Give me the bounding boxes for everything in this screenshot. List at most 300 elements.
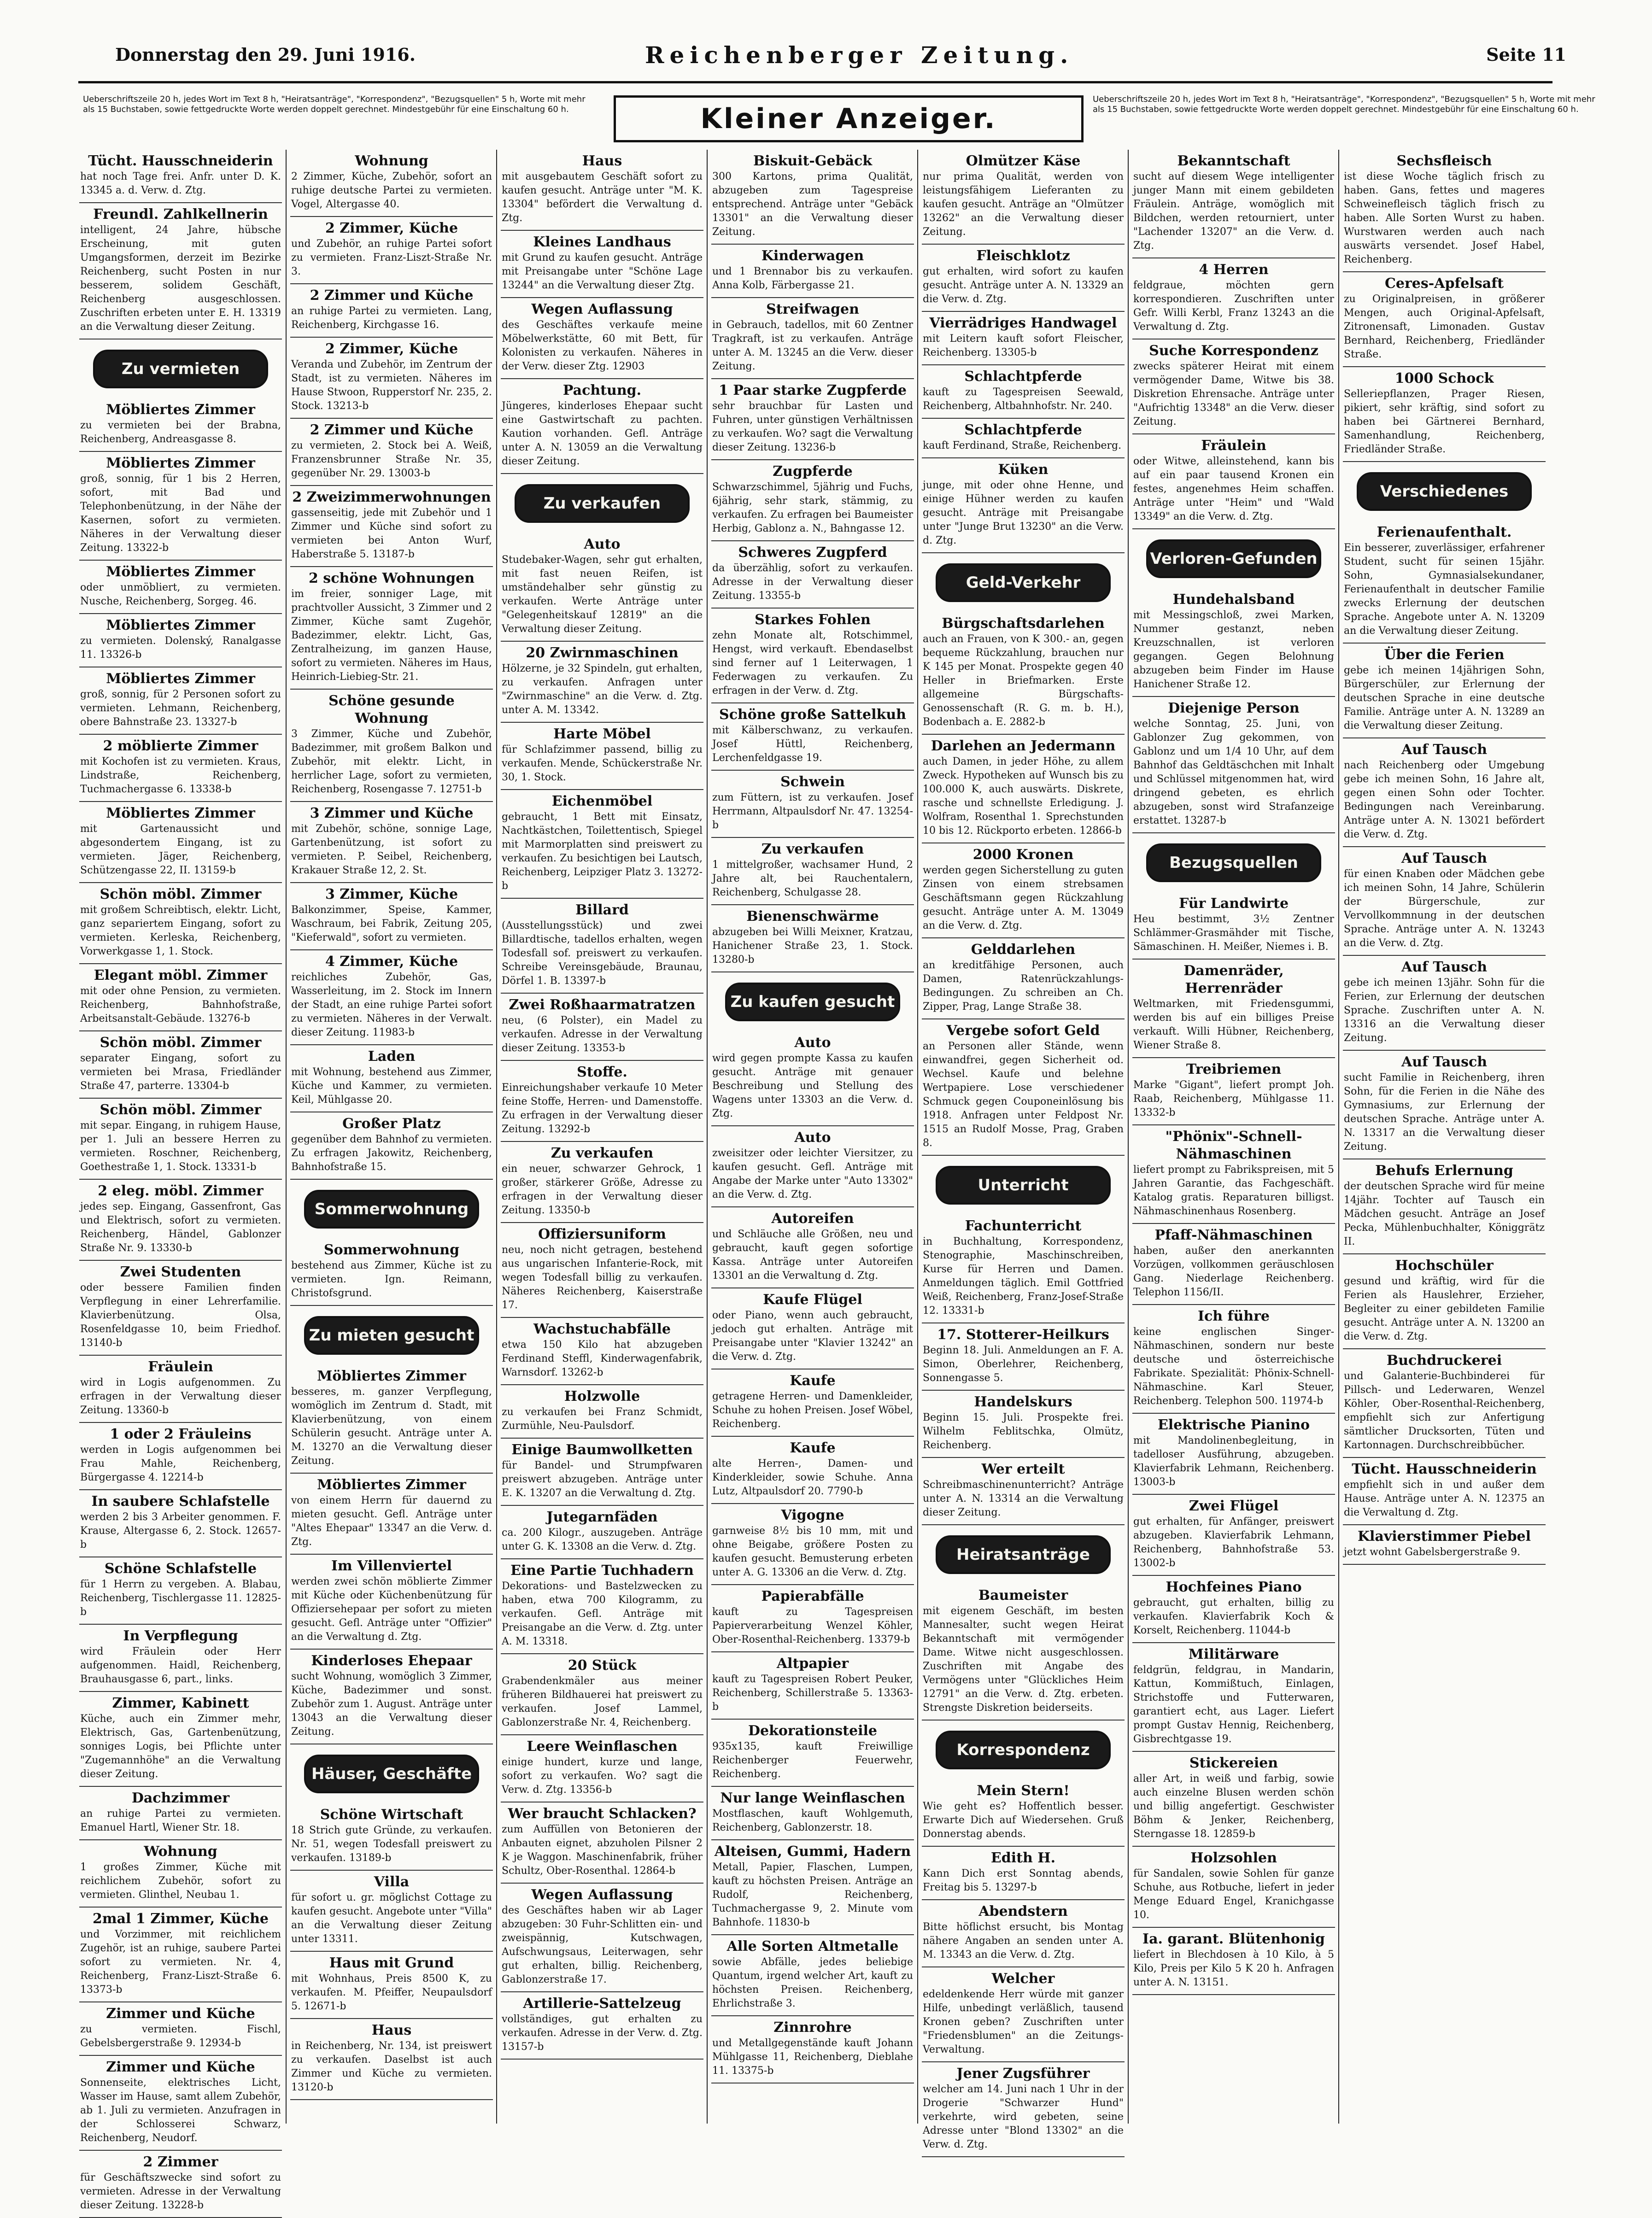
ad-column (1343, 150, 1546, 2124)
ad-text: zehn Monate alt, Rotschimmel, Hengst, wird verkauft. Ebendaselbst sind ferner auf 1 Leiterwagen, 1 Federwagen zu verkaufen. Zu erfragen in der Verw. d. Ztg. (712, 630, 913, 696)
classified-ad (290, 802, 493, 883)
ad-heading: Wohnung (144, 1843, 217, 1860)
ad-text: Studebaker-Wagen, sehr gut erhalten, mit fast neuen Reifen, ist umständehalber sehr günstig zu verkaufen. Werte Anträge unter "Gelegenheitskauf 12819" an die Verwaltung dieser Zeitung. (502, 554, 703, 635)
ad-text: für sofort u. gr. möglichst Cottage zu kaufen gesucht. Angebote unter "Villa" an die Verwaltung dieser Zeitung unter 13311. (291, 1892, 492, 1945)
classified-ad (79, 203, 282, 339)
newspaper-name: Reichenberger Zeitung. (645, 41, 1074, 69)
classified-ad (711, 771, 914, 838)
column-divider (1338, 150, 1339, 2124)
classified-ad (290, 1239, 493, 1306)
ad-text: sehr brauchbar für Lasten und Fuhren, unter günstigen Verhältnissen zu verkaufen. Wo? sagt die Verwaltung dieser Zeitung. 13236-b (712, 400, 913, 453)
ad-text: Grabendenkmäler aus meiner früheren Bildhauerei hat preiswert zu verkaufen. Josef Lammel, Gablonzerstraße Nr. 4, Reichenberg. (502, 1675, 703, 1728)
ad-heading: 2 Zimmer und Küche (310, 287, 474, 304)
ad-text: da überzählig, sofort zu verkaufen. Adresse in der Verwaltung dieser Zeitung. 13355-b (712, 562, 913, 602)
classified-ad (1132, 1305, 1335, 1414)
classified-ad (1343, 1159, 1546, 1254)
classified-ad (79, 150, 282, 203)
classified-ad (1132, 339, 1335, 434)
ad-heading: 2 schöne Wohnungen (308, 570, 475, 586)
ad-heading: Bekanntschaft (1177, 153, 1290, 169)
running-header (115, 41, 1566, 72)
ad-text: alte Herren-, Damen- und Kinderkleider, sowie Schuhe. Anna Lutz, Altpaulsdorf 20. 7790-b (712, 1458, 913, 1497)
ad-text: wird Fräulein oder Herr aufgenommen. Haidl, Reichenberg, Brauhausgasse 6, part., links. (80, 1646, 281, 1685)
classified-ad (711, 703, 914, 771)
classified-ad (1132, 150, 1335, 258)
ad-heading: 4 Zimmer, Küche (325, 954, 458, 970)
ad-text: gebe ich meinen 14jährigen Sohn, Bürgerschüler, zur Erlernung der deutschen Sprache in eine deutsche Familie. Anträge unter A. N. 13289 an die Verwaltung dieser Zeitung. (1344, 665, 1545, 732)
classified-ad (711, 1126, 914, 1207)
ad-text: mit ausgebautem Geschäft sofort zu kaufen gesucht. Anträge unter "M. K. 13304" befördert die Verwaltung d. Ztg. (502, 171, 703, 224)
ad-heading: Schöne Schlafstelle (104, 1561, 257, 1577)
classifieds-banner (79, 94, 1595, 143)
classified-ad (501, 1654, 703, 1735)
ad-text: werden 2 bis 3 Arbeiter genommen. F. Krause, Altergasse 6, 2. Stock. 12657-b (80, 1511, 281, 1551)
ad-text: Mostflaschen, kauft Wohlgemuth, Reichenberg, Gablonzerstr. 18. (712, 1808, 913, 1833)
classified-ad (290, 150, 493, 217)
ad-text: kauft zu Tagespreisen Papierverarbeitung Wenzel Köhler, Ober-Rosenthal-Reichenberg. 13379-b (712, 1606, 913, 1645)
classified-ad (1343, 847, 1546, 956)
ad-heading: Hundehalsband (1172, 591, 1295, 608)
classified-ad (501, 642, 703, 723)
ad-heading: Auf Tausch (1401, 959, 1488, 975)
ad-text: reichliches Zubehör, Gas, Wasserleitung, im 2. Stock im Innern der Stadt, an eine ruhige Partei sofort zu vermieten. Näheres in der Verwalt. dieser Zeitung. 11983-b (291, 971, 492, 1038)
ad-heading: Zimmer und Küche (106, 2059, 255, 2075)
classified-ad (290, 338, 493, 419)
ad-text: ca. 200 Kilogr., auszugeben. Anträge unter G. K. 13308 an die Verw. d. Ztg. (502, 1527, 703, 1552)
ad-heading: Starkes Fohlen (755, 612, 871, 628)
ad-text: Ein besserer, zuverlässiger, erfahrener Student, sucht für seinen 15jähr. Sohn, Gymnasialsekundaner, Ferienaufenthalt in deutscher Familie zwecks Erlernung der deutschen Sprache. Angebote unter A. N. 13209 an die Verwaltung dieser Zeitung. (1344, 542, 1545, 637)
ad-heading: Ceres-Apfelsaft (1385, 275, 1504, 292)
classified-ad (79, 735, 282, 802)
ad-text: getragene Herren- und Damenkleider, Schuhe zu hohen Preisen. Josef Wöbel, Reichenberg. (712, 1391, 913, 1430)
ad-heading: Harte Möbel (553, 726, 651, 742)
classified-ad (501, 533, 703, 642)
ad-heading: Möbliertes Zimmer (106, 805, 255, 821)
classified-ad (290, 1871, 493, 1952)
classified-ad (290, 883, 493, 950)
ad-text: gassenseitig, jede mit Zubehör und 1 Zimmer und Küche sind sofort zu vermieten bei Anton Wurf, Haberstraße 5. 13187-b (291, 507, 492, 560)
classified-ad (1132, 1752, 1335, 1847)
ad-text: an ruhige Partei zu vermieten. Emanuel Hartl, Wiener Str. 18. (80, 1808, 281, 1833)
ad-text: werden in Logis aufgenommen bei Frau Mahle, Reichenberg, Bürgergasse 4. 12214-b (80, 1444, 281, 1483)
ad-text: des Geschäftes verkaufe meine Möbelwerkstätte, 60 mit Bett, für Kolonisten zu verkaufen. Näheres in der Verw. dieser Ztg. 12903 (502, 319, 703, 372)
classified-ad (79, 1787, 282, 1840)
classified-ad (922, 843, 1125, 938)
ad-text: sowie Abfälle, jedes beliebige Quantum, irgend welcher Art, kauft zu höchsten Preisen. Reichenberg, Ehrlichstraße 3. (712, 1956, 913, 2009)
classified-ad (711, 905, 914, 972)
classified-ad (922, 2062, 1125, 2157)
classified-ad (1343, 1051, 1546, 1159)
classified-ad (290, 1045, 493, 1112)
classified-ad (711, 460, 914, 541)
ad-text: 1 großes Zimmer, Küche mit reichlichem Zubehör, sofort zu vermieten. Glinthel, Neubau 1. (80, 1861, 281, 1901)
ad-heading: Zimmer und Küche (106, 2006, 255, 2022)
ad-heading: Auto (584, 536, 621, 552)
ad-heading: 2 möblierte Zimmer (103, 738, 258, 754)
ad-column (922, 150, 1125, 2150)
ad-heading: Dachzimmer (131, 1790, 230, 1806)
ad-heading: Fleischklotz (976, 248, 1070, 264)
ad-text: edeldenkende Herr würde mit ganzer Hilfe, unbedingt verläßlich, tausend Kronen geben? Zuschriften unter "Friedensblumen" an die Zeitungs-Verwaltung. (923, 1989, 1124, 2055)
ad-heading: Olmützer Käse (966, 153, 1081, 169)
ad-heading: Stickereien (1189, 1755, 1278, 1771)
ad-text: welcher am 14. Juni nach 1 Uhr in der Drogerie "Schwarzer Hund" verkehrte, wird gebeten, seine Adresse unter "Blond 13302" an die Verw. d. Ztg. (923, 2083, 1124, 2150)
ad-heading: Jutegarnfäden (546, 1509, 658, 1525)
ad-text: im freier, sonniger Lage, mit prachtvoller Aussicht, 3 Zimmer und 2 Zimmer, Küche samt Zugehör, Badezimmer, elektr. Licht, Gas, Zentralheizung, im ganzen Hause, sofort zu vermieten. Näheres im Haus, Heinrich-Liebieg-Str. 21. (291, 588, 492, 683)
ad-heading: Hochfeines Piano (1166, 1579, 1302, 1595)
ad-text: an ruhige Partei zu vermieten. Lang, Reichenberg, Kirchgasse 16. (291, 305, 492, 331)
classified-ad (501, 1142, 703, 1223)
ad-heading: Stoffe. (577, 1064, 627, 1080)
ad-heading: Tücht. Hausschneiderin (88, 153, 273, 169)
classified-ad (1343, 367, 1546, 462)
classified-ad (922, 365, 1125, 419)
ad-heading: 1000 Schock (1394, 370, 1494, 386)
ad-text: nach Reichenberg oder Umgebung gebe ich meinen Sohn, 16 Jahre alt, gegen einen Sohn oder Tochter. Bedingungen nach Vereinbarung. Anträge unter A. N. 13021 befördert die Verw. d. Ztg. (1344, 760, 1545, 840)
classified-ad (501, 150, 703, 231)
ad-heading: 2000 Kronen (972, 847, 1074, 863)
ad-heading: 3 Zimmer und Küche (310, 805, 474, 821)
section-heading: Geld-Verkehr (936, 563, 1111, 602)
ad-text: liefert prompt zu Fabrikspreisen, mit 5 Jahren Garantie, das Fachgeschäft. Katalog gratis. Reparaturen billigst. Nähmaschinenhaus Rosenberg. (1133, 1164, 1334, 1217)
ad-heading: Offiziersuniform (538, 1226, 666, 1242)
ad-column (290, 150, 493, 2124)
classified-ad (1132, 1576, 1335, 1643)
ad-heading: Pfaff-Nähmaschinen (1154, 1227, 1313, 1243)
classified-ad (922, 312, 1125, 365)
section-heading: Bezugsquellen (1146, 843, 1321, 882)
classified-ad (290, 1474, 493, 1555)
ad-text: mit Grund zu kaufen gesucht. Anträge mit Preisangabe unter "Schöne Lage 13244" an die Verwaltung dieser Ztg. (502, 252, 703, 291)
ad-column (79, 150, 282, 2211)
ad-text: zwecks späterer Heirat mit einem vermögender Dame, Witwe bis 38. Diskretion Ehrensache. Anträge unter "Aufrichtig 13348" an die Verw. dieser Zeitung. (1133, 361, 1334, 427)
ad-heading: Klavierstimmer Piebel (1357, 1528, 1531, 1545)
ad-heading: Schön möbl. Zimmer (100, 886, 262, 902)
ad-text: für einen Knaben oder Mädchen gebe ich meinen Sohn, 14 Jahre, Schülerin der Bürgerschule, zur Vervollkommnung in der deutschen Sprache. Anträge unter A. N. 13243 an die Verw. d. Ztg. (1344, 868, 1545, 949)
classified-ad (1132, 892, 1335, 960)
ad-heading: Kaufe (790, 1373, 836, 1389)
classified-ad (1132, 697, 1335, 833)
classified-ad (922, 1019, 1125, 1156)
ad-text: oder unmöbliert, zu vermieten. Nusche, Reichenberg, Sorgeg. 46. (80, 582, 281, 607)
classified-ad (711, 379, 914, 460)
ad-heading: Behufs Erlernung (1375, 1163, 1513, 1179)
ad-heading: Möbliertes Zimmer (317, 1368, 466, 1384)
classified-ad (1343, 1349, 1546, 1458)
classified-ad (290, 419, 493, 486)
ad-heading: Vierrädriges Handwagel (929, 315, 1117, 331)
ad-heading: Villa (374, 1874, 410, 1890)
section-heading: Korrespondenz (936, 1731, 1111, 1769)
classified-ad (1132, 1495, 1335, 1576)
ad-heading: Ia. garant. Blütenhonig (1142, 1931, 1325, 1947)
classified-ad (711, 1840, 914, 1935)
ad-heading: Möbliertes Zimmer (106, 671, 255, 687)
classified-ad (1343, 1525, 1546, 1565)
ad-text: in Reichenberg, Nr. 134, ist preiswert zu verkaufen. Daselbst ist auch Zimmer und Küche zu vermieten. 13120-b (291, 2040, 492, 2093)
ad-heading: 2 Zimmer (143, 2154, 218, 2170)
classified-ad (290, 217, 493, 284)
classified-ad (290, 1803, 493, 1871)
ad-heading: Schöne große Sattelkuh (719, 707, 906, 723)
ad-text: kauft Ferdinand, Straße, Reichenberg. (923, 440, 1122, 451)
classified-ad (711, 1437, 914, 1504)
ad-heading: Damenräder, Herrenräder (1183, 963, 1284, 996)
classified-ad (711, 1935, 914, 2016)
ad-text: mit oder ohne Pension, zu vermieten. Reichenberg, Bahnhofstraße, Arbeitsanstalt-Gebäude. 13276-b (80, 985, 281, 1024)
ad-heading: Schwein (780, 774, 845, 790)
ad-text: an kreditfähige Personen, auch Damen, Ratenrückzahlungs-Bedingungen. Zu schreiben an Ch. Zipper, Prag, Lange Straße 38. (923, 960, 1124, 1012)
ad-text: Jüngeres, kinderloses Ehepaar sucht eine Gastwirtschaft zu pachten. Kaution vorhanden. Gefl. Anträge unter A. N. 13059 an die Verwaltung dieser Zeitung. (502, 400, 703, 467)
ad-heading: 20 Stück (568, 1657, 637, 1674)
ad-text: Weltmarken, mit Friedensgummi, werden bis auf ein billiges Preise verkauft. Willi Hübner, Reichenberg, Wiener Straße 8. (1133, 998, 1334, 1051)
ad-text: und Galanterie-Buchbinderei für Pillsch- und Lederwaren, Wenzel Köhler, Ober-Rosenthal-Reichenberg, empfiehlt sich zur Anfertigung sämtlicher Drucksorten, Tüten und Kartonnagen. Durchschreibbücher. (1344, 1370, 1545, 1451)
classified-ad (1132, 1125, 1335, 1224)
classified-ad (79, 1692, 282, 1787)
ad-heading: Haus (371, 2022, 412, 2038)
classified-ad (290, 1112, 493, 1180)
ad-text: des Geschäftes haben wir ab Lager abzugeben: 30 Fuhr-Schlitten ein- und zweispännig, Kutschwagen, Aufschwungsaus, Leiterwagen, sehr gut erhalten, billig. Reichenberg, Gablonzerstraße 17. (502, 1905, 703, 1985)
ad-text: sucht Wohnung, womöglich 3 Zimmer, Küche, Badezimmer und sonst. Zubehör zum 1. August. Anträge unter 13043 an die Verwaltung dieser Zeitung. (291, 1671, 492, 1738)
ad-text: sucht Familie in Reichenberg, ihren Sohn, für die Ferien in die Nähe des Gymnasiums, zur Erlernung der deutschen Sprache. Anträge unter A. N. 13317 an die Verwaltung dieser Zeitung. (1344, 1072, 1545, 1153)
classified-ad (501, 1802, 703, 1884)
issue-date: Donnerstag den 29. Juni 1916. (115, 44, 416, 65)
ad-text: Küche, auch ein Zimmer mehr, Elektrisch, Gas, Gartenbenützung, sonniges Logis, bei Pflichte unter "Zugemannhöhe" an die Verwaltung dieser Zeitung. (80, 1713, 281, 1780)
ad-heading: Eine Partie Tuchhadern (510, 1563, 694, 1579)
ad-text: 1 mittelgroßer, wachsamer Hund, 2 Jahre alt, bei Rauchentalern, Reichenberg, Schulgasse 28. (712, 859, 913, 898)
ad-heading: Abendstern (978, 1903, 1068, 1920)
classified-ad (501, 1385, 703, 1439)
ad-heading: Nur lange Weinflaschen (720, 1790, 905, 1806)
ad-text: wird in Logis aufgenommen. Zu erfragen in der Verwaltung dieser Zeitung. 13360-b (80, 1377, 281, 1416)
ad-heading: 1 Paar starke Zugpferde (718, 382, 907, 398)
ad-text: besseres, m. ganzer Verpflegung, womöglich im Zentrum d. Stadt, mit Klavierbenützung, von einem Schülerin gesucht. Anträge unter A. M. 13270 an die Verwaltung dieser Zeitung. (291, 1386, 492, 1467)
ad-text: Selleriepflanzen, Prager Riesen, pikiert, sehr kräftig, sind sofort zu haben bei Gärtnerei Bernhard, Samenhandlung, Reichenberg, Friedländer Straße. (1344, 388, 1545, 455)
ad-text: werden gegen Sicherstellung zu guten Zinsen von einem strebsamen Geschäftsmann gegen Rückzahlung gesucht. Anträge unter A. M. 13049 an die Verw. d. Ztg. (923, 865, 1124, 931)
ad-text: gebraucht, 1 Bett mit Einsatz, Nachtkästchen, Toilettentisch, Spiegel mit Marmorplatten sind preiswert zu verkaufen. Zu besichtigen bei Lautsch, Reichenberg, Leipziger Platz 3. 13272-b (502, 811, 703, 892)
ad-heading: Handelskurs (974, 1394, 1072, 1410)
classified-ad (79, 1423, 282, 1490)
ad-heading: Wer braucht Schlacken? (508, 1806, 697, 1822)
ad-text: zu vermieten, 2. Stock bei A. Weiß, Franzensbrunner Straße Nr. 35, gegenüber Nr. 29. 13003-b (291, 440, 492, 479)
classified-ad (922, 1900, 1125, 1967)
ad-text: in Gebrauch, tadellos, mit 60 Zentner Tragkraft, ist zu verkaufen. Anträge unter A. M. 13245 an die Verw. dieser Zeitung. (712, 319, 913, 372)
classified-ad (1132, 588, 1335, 697)
ad-text: mit eigenem Geschäft, im besten Mannesalter, sucht wegen Heirat Bekanntschaft mit vermögender Dame. Witwe nicht ausgeschlossen. Zuschriften mit Angabe des Vermögens unter "Glückliches Heim 12791" an die Verw. d. Ztg. erbeten. Strengste Diskretion beiderseits. (923, 1605, 1124, 1714)
ad-text: Schreibmaschinenunterricht? Anträge unter A. N. 13314 an die Verwaltung dieser Zeitung. (923, 1479, 1124, 1518)
ad-heading: Baumeister (978, 1587, 1068, 1604)
column-divider (1128, 150, 1129, 2124)
ad-text: zweisitzer oder leichter Viersitzer, zu kaufen gesucht. Gefl. Anträge mit Angabe der Marke unter "Auto 13302" an die Verw. d. Ztg. (712, 1147, 913, 1200)
ad-heading: Hochschüler (1395, 1258, 1494, 1274)
classified-ad (79, 1099, 282, 1180)
classified-ad (501, 790, 703, 899)
classified-ad (501, 1884, 703, 1992)
ad-text: werden zwei schön möblierte Zimmer mit Küche oder Küchenbenützung für Offiziersehepaar per sofort zu mieten gesucht. Gefl. Anträge unter "Offizier" an die Verwaltung d. Ztg. (291, 1576, 492, 1643)
classified-ad (922, 938, 1125, 1019)
ad-text: gebraucht, gut erhalten, billig zu verkaufen. Klavierfabrik Koch & Korselt, Reichenberg. 11044-b (1133, 1597, 1334, 1636)
ad-text: gesund und kräftig, wird für die Ferien als Hauslehrer, Erzieher, Begleiter zu einer gebildeten Familie gesucht. Anträge unter A. N. 13200 an die Verw. d. Ztg. (1344, 1276, 1545, 1342)
classified-ad (711, 1369, 914, 1437)
ad-heading: Elektrische Pianino (1157, 1417, 1310, 1433)
ad-text: zu vermieten. Fischl, Gebelsbergerstraße 9. 12934-b (80, 2024, 281, 2049)
ad-heading: Papierabfälle (761, 1588, 864, 1604)
ad-text: garnweise 8½ bis 10 mm, mit und ohne Beigabe, größere Posten zu kaufen gesucht. Bemusterung erbeten unter A. G. 13306 an die Verw. d. Ztg. (712, 1525, 913, 1578)
ad-text: intelligent, 24 Jahre, hübsche Erscheinung, mit guten Umgangsformen, derzeit im Bezirke Reichenberg, sucht Posten in nur besserem, solidem Geschäft, Reichenberg ausgeschlossen. Zuschriften erbeten unter E. H. 13319 an die Verwaltung dieser Zeitung. (80, 224, 281, 333)
ad-heading: Möbliertes Zimmer (317, 1477, 466, 1493)
column-divider (707, 150, 708, 2124)
ad-text: ein neuer, schwarzer Gehrock, 1 großer, stärkerer Größe, Adresse zu erfragen in der Verwaltung dieser Zeitung. 13350-b (502, 1163, 703, 1216)
ad-heading: Möbliertes Zimmer (106, 402, 255, 418)
ad-text: Beginn 18. Juli. Anmeldungen an F. A. Simon, Oberlehrer, Reichenberg, Sonnengasse 5. (923, 1345, 1124, 1384)
classified-ad (1343, 956, 1546, 1051)
ad-heading: 2 Zimmer und Küche (310, 422, 474, 438)
ad-text: haben, außer den anerkannten Vorzügen, vollkommen geräuschlosen Gang. Niederlage Reichenberg. Telephon 1156/II. (1133, 1245, 1334, 1298)
ad-text: zu verkaufen bei Franz Schmidt, Zurmühle, Neu-Paulsdorf. (502, 1406, 703, 1432)
ad-text: mit Messingschloß, zwei Marken, Nummer gestanzt, neben Kreuzschnallen, ist verloren gegangen. Gegen Belohnung abzugeben beim Finder im Hause Hanichener Straße 12. (1133, 609, 1334, 690)
ad-text: (Ausstellungsstück) und zwei Billardtische, tadellos erhalten, wegen Todesfall sof. preiswert zu verkaufen. Schreibe Vereinsgebäude, Braunau, Dörfel 1. B. 13397-b (502, 920, 703, 987)
ad-heading: Darlehen an Jedermann (931, 738, 1116, 754)
page-number: Seite 11 (1486, 44, 1566, 65)
ad-text: ist diese Woche täglich frisch zu haben. Gans, fettes und mageres Schweinefleisch täglich frisch zu haben. Alle Sorten Wurst zu haben. Wurstwaren werden auch nach auswärts versendet. Josef Habel, Reichenberg. (1344, 171, 1545, 265)
classified-ad (501, 1223, 703, 1318)
ad-text: neu, (6 Polster), ein Madel zu verkaufen. Adresse in der Verwaltung dieser Zeitung. 13353-b (502, 1015, 703, 1054)
classified-ad (711, 1504, 914, 1585)
classified-ad (922, 1779, 1125, 1847)
rate-notice-left: Ueberschriftszeile 20 h, jedes Wort im Text 8 h, "Heiratsanträge", "Korrespondenz", "Bezugsquellen" 5 h, Worte mit mehr als 15 Buchstaben, sowie fettgedruckte Worte werden doppelt gerechnet. Mindestgebühr für eine Einschaltung 60 h. (83, 94, 586, 114)
ad-text: Bitte höflichst ersucht, bis Montag nähere Angaben an senden unter A. M. 13343 an die Verw. d. Ztg. (923, 1921, 1124, 1961)
section-heading: Verloren-Gefunden (1146, 539, 1321, 578)
ad-heading: Welcher (991, 1971, 1055, 1987)
classified-ad (1132, 1058, 1335, 1125)
ad-heading: Fachunterricht (965, 1218, 1082, 1234)
classified-ad (711, 1787, 914, 1840)
classified-ad (1343, 521, 1546, 644)
ad-heading: 2 Zimmer, Küche (325, 220, 458, 236)
ad-text: etwa 150 Kilo hat abzugeben Ferdinand Steffl, Kinderwagenfabrik, Warnsdorf. 13262-b (502, 1339, 703, 1378)
ad-heading: Zu verkaufen (761, 841, 864, 857)
ad-heading: Alteisen, Gummi, Hadern (714, 1843, 911, 1860)
ad-heading: Zimmer, Kabinett (112, 1695, 249, 1711)
ad-text: mit Wohnung, bestehend aus Zimmer, Küche und Kammer, zu vermieten. Keil, Mühlgasse 20. (291, 1066, 492, 1106)
classified-ad (501, 723, 703, 790)
classified-ad (79, 667, 282, 735)
classified-ad (922, 458, 1125, 553)
ad-text: mit separ. Eingang, in ruhigem Hause, per 1. Juli an bessere Herren zu vermieten. Roschner, Reichenberg, Goethestraße 1, 1. Stock. 13331-b (80, 1120, 281, 1173)
classified-ad (79, 802, 282, 883)
ad-heading: Ich führe (1198, 1308, 1270, 1324)
classified-ad (922, 1391, 1125, 1458)
classified-ad (501, 231, 703, 298)
header-rule (78, 81, 1552, 83)
ad-text: separater Eingang, sofort zu vermieten bei Mrasa, Friedländer Straße 47, parterre. 13304-b (80, 1053, 281, 1092)
section-heading: Häuser, Geschäfte (304, 1755, 479, 1793)
ad-text: nur prima Qualität, werden von leistungsfähigem Lieferanten zu kaufen gesucht. Anträge an "Olmützer 13262" an die Verwaltung dieser Zeitung. (923, 171, 1124, 238)
ad-text: gut erhalten, für Anfänger, preiswert abzugeben. Klavierfabrik Lehmann, Reichenberg, Bahnhofstraße 53. 13002-b (1133, 1516, 1334, 1569)
ad-text: Balkonzimmer, Speise, Kammer, Waschraum, bei Fabrik, Zeitung 205, "Kieferwald", sofort zu vermieten. (291, 904, 492, 943)
ad-heading: Autoreifen (771, 1211, 854, 1227)
ad-heading: Kinderwagen (761, 248, 864, 264)
ad-text: welche Sonntag, 25. Juni, von Gablonzer Zug gekommen, von Gablonz und um 1/4 10 Uhr, auf dem Bahnhof das Geldtäschchen mit Inhalt und Schlüssel mitgenommen hat, wird dringend gebeten, es ehrlich abzugeben, sonst wird Strafanzeige erstattet. 13287-b (1133, 718, 1334, 826)
classified-ad (1343, 1458, 1546, 1525)
classified-ad (711, 1288, 914, 1369)
ad-heading: Fräulein (148, 1359, 213, 1375)
classified-ad (711, 2016, 914, 2083)
ad-text: keine englischen Singer-Nähmaschinen, sondern nur beste deutsche und österreichische Fabrikate. Spezialität: Phönix-Schnell-Nähmaschine. Karl Steuer, Reichenberg. Telephon 500. 11974-b (1133, 1326, 1334, 1407)
ad-heading: 4 Herren (1199, 262, 1269, 278)
ad-heading: Kinderloses Ehepaar (311, 1653, 472, 1669)
classified-ad (1343, 1254, 1546, 1349)
ad-heading: 2mal 1 Zimmer, Küche (93, 1911, 269, 1927)
ad-heading: 3 Zimmer, Küche (325, 886, 458, 902)
ad-text: auch Damen, in jeder Höhe, zu allem Zweck. Hypotheken auf Wunsch bis zu 100.000 K, auch auswärts. Diskrete, rasche und schnellste Erledigung. J. Wolfram, Rosenthal 1. Sprechstunden 10 bis 12. Rückporto erbeten. 12866-b (923, 756, 1124, 837)
ad-heading: Sommerwohnung (323, 1242, 460, 1258)
classified-ad (711, 150, 914, 245)
ad-text: mit Leitern kauft sofort Fleischer, Reichenberg. 13305-b (923, 333, 1124, 358)
ad-heading: Großer Platz (342, 1116, 441, 1132)
classified-ad (922, 735, 1125, 843)
classified-ad (501, 1506, 703, 1559)
classified-ad (1132, 1643, 1335, 1752)
ad-heading: Schöne Wirtschaft (320, 1807, 463, 1823)
classified-ad (922, 1215, 1125, 1323)
ad-text: zu vermieten. Dolenský, Ranalgasse 11. 13326-b (80, 635, 281, 661)
section-heading: Sommerwohnung (304, 1190, 479, 1229)
ad-text: zu vermieten bei der Brabna, Reichenberg, Andreasgasse 8. (80, 420, 281, 445)
ad-text: 2 Zimmer, Küche, Zubehör, sofort an ruhige deutsche Partei zu vermieten. Vogel, Altergasse 40. (291, 171, 492, 210)
ad-text: und Metallgegenstände kauft Johann Mühlgasse 11, Reichenberg, Dieblahe 11. 13375-b (712, 2037, 913, 2077)
classified-ad (711, 609, 914, 703)
ad-heading: Wohnung (355, 153, 428, 169)
classified-ad (290, 284, 493, 338)
ad-text: mit Kochofen ist zu vermieten. Kraus, Lindstraße, Reichenberg, Tuchmachergasse 6. 13338-b (80, 756, 281, 795)
classified-ad (922, 612, 1125, 735)
classified-ad (79, 1180, 282, 1261)
classified-ad (501, 994, 703, 1061)
ad-text: Dekorations- und Bastelzwecken zu haben, etwa 700 Kilogramm, zu verkaufen. Gefl. Anträge mit Preisangabe an die Verw. d. Ztg. unter A. M. 13318. (502, 1580, 703, 1647)
ad-text: 3 Zimmer, Küche und Zubehör, Badezimmer, mit großem Balkon und Zubehör, mit elektr. Licht, in herrlicher Lage, sofort zu vermieten, Reichenberg, Rosengasse 7. 12751-b (291, 728, 492, 795)
ad-heading: Freundl. Zahlkellnerin (93, 206, 268, 222)
classified-ad (79, 1557, 282, 1625)
ad-heading: Schön möbl. Zimmer (100, 1102, 262, 1118)
ad-text: 18 Strich gute Gründe, zu verkaufen. Nr. 51, wegen Todesfall preiswert zu verkaufen. 13189-b (291, 1825, 492, 1864)
classified-ad (501, 1318, 703, 1385)
ad-heading: Holzsohlen (1190, 1850, 1277, 1866)
ad-text: für Geschäftszwecke sind sofort zu vermieten. Adresse in der Verwaltung dieser Zeitung. 13228-b (80, 2172, 281, 2211)
classified-ad (1132, 434, 1335, 529)
ad-text: Beginn 15. Juli. Prospekte frei. Wilhelm Feblitschka, Olmütz, Reichenberg. (923, 1412, 1124, 1451)
ad-text: zum Füttern, ist zu verkaufen. Josef Herrmann, Altpaulsdorf Nr. 47. 13254-b (712, 792, 913, 831)
ad-text: und Zubehör, an ruhige Partei sofort zu vermieten. Franz-Liszt-Straße Nr. 3. (291, 238, 492, 277)
ad-text: oder bessere Familien finden Verpflegung in einer Lehrerfamilie. Klavierbenützung. Olsa, Rosenfeldgasse 10, beim Friedhof. 13140-b (80, 1282, 281, 1349)
classified-ad (501, 1439, 703, 1506)
classified-ad (79, 614, 282, 667)
classified-ad (79, 452, 282, 561)
ad-text: Schwarzschimmel, 5jährig und Fuchs, 6jährig, sehr stark, stämmig, zu verkaufen. Zu erfragen bei Baumeister Herbig, Gablonz a. N., Bahngasse 12. (712, 481, 913, 534)
ad-text: jedes sep. Eingang, Gassenfront, Gas und Elektrisch, sofort zu vermieten. Reichenberg, Händel, Gablonzer Straße Nr. 9. 13330-b (80, 1201, 281, 1254)
classified-ad (501, 1559, 703, 1654)
section-heading: Zu vermieten (93, 350, 268, 388)
ad-text: für Sandalen, sowie Sohlen für ganze Schuhe, aus Rotbuche, liefert in jeder Menge Eduard Engel, Kranichgasse 10. (1133, 1868, 1334, 1921)
rate-notice-right: Ueberschriftszeile 20 h, jedes Wort im Text 8 h, "Heiratsanträge", "Korrespondenz", "Bezugsquellen" 5 h, Worte mit mehr als 15 Buchstaben, sowie fettgedruckte Worte werden doppelt gerechnet. Mindestgebühr für eine Einschaltung 60 h. (1093, 94, 1595, 114)
ad-text: neu, noch nicht getragen, bestehend aus ungarischen Infanterie-Rock, mit wegen Todesfall billig zu verkaufen. Näheres Reichenberg, Kaiserstraße 17. (502, 1244, 703, 1311)
ad-text: Einreichungshaber verkaufe 10 Meter feine Stoffe, Herren- und Damenstoffe. Zu erfragen in der Verwaltung dieser Zeitung. 13292-b (502, 1082, 703, 1135)
ad-heading: Eichenmöbel (551, 793, 653, 809)
ad-heading: Schön möbl. Zimmer (100, 1035, 262, 1051)
classified-ad (79, 964, 282, 1031)
ad-heading: Elegant möbl. Zimmer (94, 967, 268, 983)
ad-text: an Personen aller Stände, wenn einwandfrei, gegen Sicherheit od. Wechsel. Kaufe und belehne Wertpapiere. Lose verschiedener Schmuck gegen Couponeinlösung bis 1918. Anfragen unter Feldpost Nr. 1515 an Rudolf Mosse, Prag, Graben 8. (923, 1041, 1124, 1149)
